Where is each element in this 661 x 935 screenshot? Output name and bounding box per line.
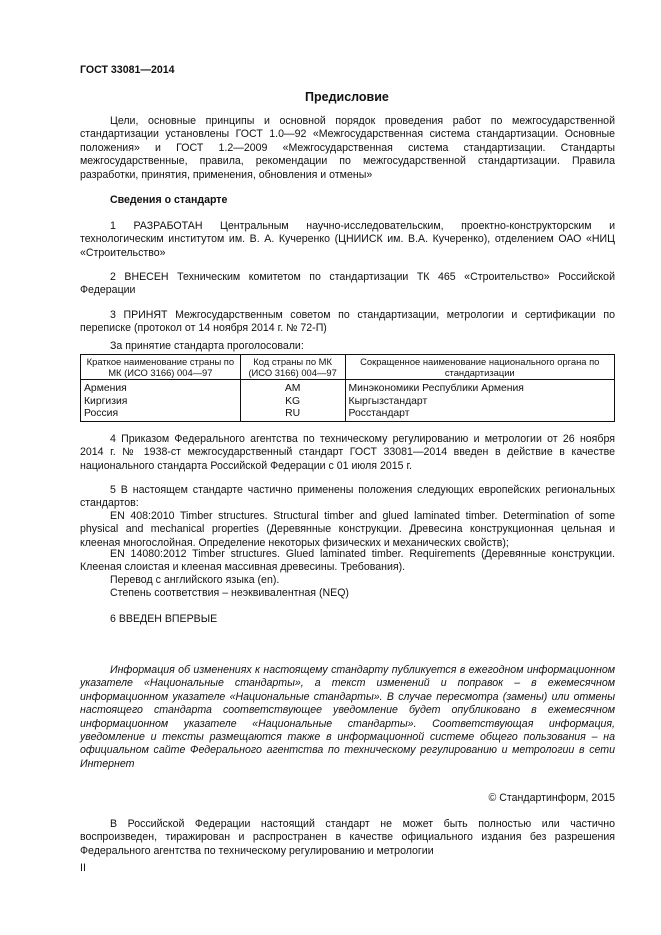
table-cell-country: Киргизия <box>81 396 241 409</box>
item-1: 1 РАЗРАБОТАН Центральным научно-исследовательским, проектно-конструкторским и технологическим институтом им. В. А. Кучеренко (ЦНИИСК им. В.А. Кучеренко), отделением ОАО «НИЦ «Строительство» <box>80 220 615 259</box>
table-cell-body: Кыргызстандарт <box>345 396 614 409</box>
table-cell-code: KG <box>240 396 345 409</box>
legal-notice: В Российской Федерации настоящий стандарт не может быть полностью или частично воспроизведен, тиражирован и распространен в качестве официального издания без разрешения Федерального агентства по техническому регулированию и метрологии <box>80 818 615 857</box>
table-header-body: Сокращенное наименование национального органа по стандартизации <box>345 355 614 380</box>
table-header-code: Код страны по МК (ИСО 3166) 004—97 <box>240 355 345 380</box>
table-cell-code: AM <box>240 380 345 396</box>
table-row <box>81 396 615 409</box>
table-cell-country: Армения <box>81 380 241 396</box>
table-row <box>81 380 615 396</box>
item-2: 2 ВНЕСЕН Техническим комитетом по стандартизации ТК 465 «Строительство» Российской Федерации <box>80 271 615 297</box>
item-5-translation: Перевод с английского языка (en). <box>110 574 280 586</box>
page-number: II <box>80 862 86 874</box>
document-page <box>80 0 615 935</box>
title-text: Предисловие <box>305 90 389 104</box>
document-header: ГОСТ 33081—2014 <box>80 64 175 76</box>
table-header-country: Краткое наименование страны по МК (ИСО 3166) 004—97 <box>81 355 241 380</box>
section-heading: Сведения о стандарте <box>110 194 228 206</box>
table-cell-body: Росстандарт <box>345 408 614 421</box>
voting-table <box>80 354 615 422</box>
item-6: 6 ВВЕДЕН ВПЕРВЫЕ <box>110 613 218 625</box>
vote-caption: За принятие стандарта проголосовали: <box>110 340 304 352</box>
item-3: 3 ПРИНЯТ Межгосударственным советом по стандартизации, метрологии и сертификации по переписке (протокол от 14 ноября 2014 г. № 72-П) <box>80 309 615 335</box>
item-5-degree: Степень соответствия – неэквивалентная (NEQ) <box>110 587 349 599</box>
table-header-row <box>81 355 615 380</box>
copyright: © Стандартинформ, 2015 <box>488 792 615 804</box>
table-cell-body: Минэкономики Республики Армения <box>345 380 614 396</box>
intro-paragraph: Цели, основные принципы и основной порядок проведения работ по межгосударственной стандартизации установлены ГОСТ 1.0—92 «Межгосударственная система стандартизации. Основные положения» и ГОСТ 1.2—2009 «Межгосударственная система стандартизации. Стандарты межгосударственные, правила, рекомендации по межгосударственной стандартизации. Правила разработки, принятия, применения, обновления и отмены» <box>80 115 615 181</box>
item-4: 4 Приказом Федерального агентства по техническому регулированию и метрологии от 26 ноября 2014 г. № 1938-ст межгосударственный стандарт ГОСТ 33081—2014 введен в действие в качестве национального стандарта Российской Федерации с 01 июля 2015 г. <box>80 433 615 472</box>
page-title <box>80 90 615 104</box>
table-cell-country: Россия <box>81 408 241 421</box>
table-cell-code: RU <box>240 408 345 421</box>
item-5-en408: EN 408:2010 Timber structures. Structural timber and glued laminated timber. Determination of some physical and mechanical properties (Деревянные конструкции. Древесина конструкционная цельная и клееная многослойная. Определение некоторых физических и механических свойств); <box>80 510 615 549</box>
item-5-en14080: EN 14080:2012 Timber structures. Glued laminated timber. Requirements (Деревянные конструкции. Клееная слоистая и клееная массивная древесины. Требования). <box>80 548 615 574</box>
item-5: 5 В настоящем стандарте частично применены положения следующих европейских региональных стандартов: <box>80 484 615 510</box>
info-notice: Информация об изменениях к настоящему стандарту публикуется в ежегодном информационном указателе «Национальные стандарты», а текст изменений и поправок – в ежемесячном информационном указателе «Национальные стандарты». В случае пересмотра (замены) или отмены настоящего стандарта соответствующее уведомление будет опубликовано в ежемесячном информационном указателе «Национальные стандарты». Соответствующая информация, уведомление и тексты размещаются также в информационной системе общего пользования – на официальном сайте Федерального агентства по техническому регулированию и метрологии в сети Интернет <box>80 664 615 770</box>
table-row <box>81 408 615 421</box>
